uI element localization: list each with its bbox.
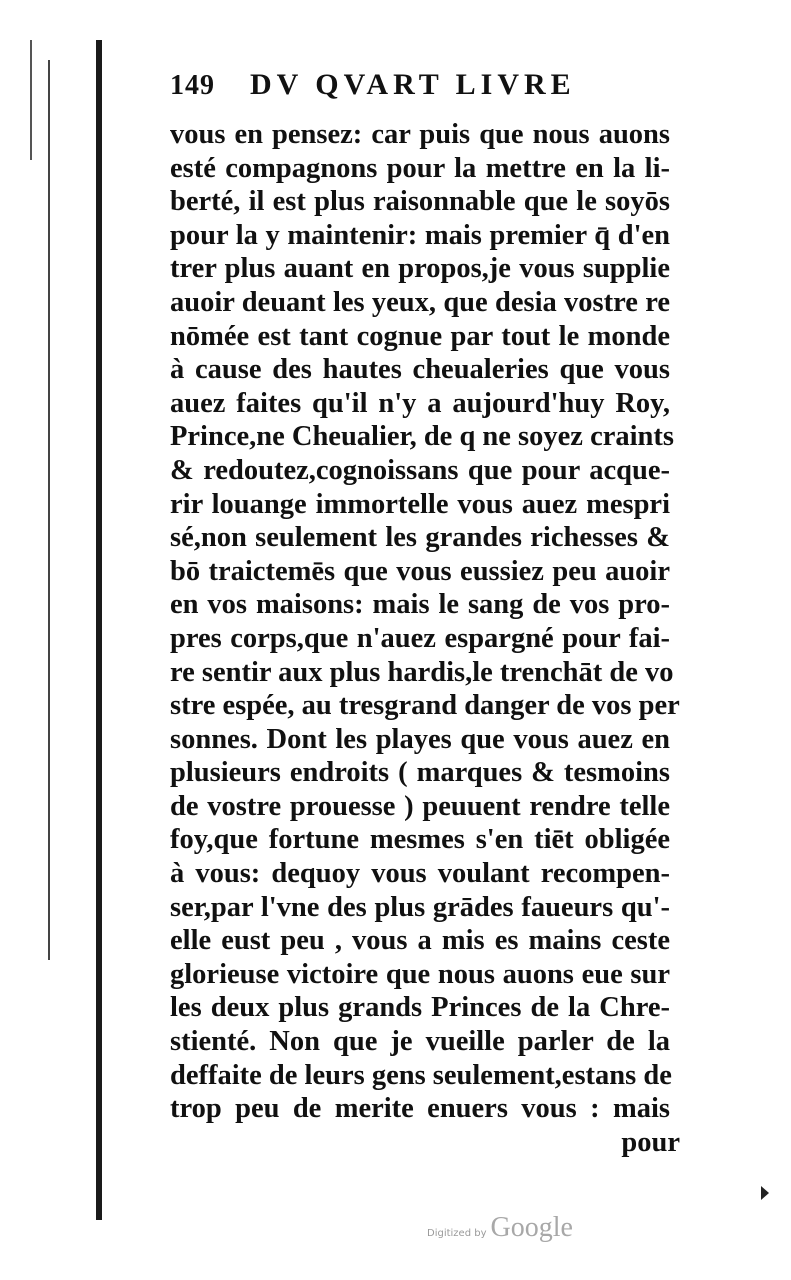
- text-line: de vostre prouesse ) peuuent rendre telle: [170, 790, 670, 822]
- text-line: sonnes. Dont les playes que vous auez en: [170, 723, 670, 755]
- gutter-rule: [30, 40, 32, 160]
- gutter-rule: [96, 40, 102, 1220]
- text-line: plusieurs endroits ( marques & tesmoins: [170, 757, 670, 789]
- text-line: foy,que fortune mesmes s'en tiēt obligée: [170, 824, 670, 856]
- text-line: stienté. Non que je vueille parler de la: [170, 1026, 670, 1058]
- text-line: à vous: dequoy vous voulant recompen-: [170, 858, 670, 890]
- watermark-logo: Google: [490, 1212, 573, 1243]
- catchword: pour: [621, 1126, 680, 1158]
- text-line: re sentir aux plus hardis,le trenchāt de vo: [170, 656, 674, 688]
- page-header: [170, 68, 690, 118]
- gutter-rule: [48, 60, 50, 960]
- text-line: nōmée est tant cognue par tout le monde: [170, 320, 670, 352]
- binding-gutter: [0, 0, 120, 1280]
- text-line: auoir deuant les yeux, que desia vostre re: [170, 286, 670, 318]
- text-line: berté, il est plus raisonnable que le soyōs: [170, 186, 670, 218]
- text-line: esté compagnons pour la mettre en la li-: [170, 152, 670, 184]
- digitized-watermark: [427, 1212, 573, 1244]
- text-line: glorieuse victoire que nous auons eue sur: [170, 958, 670, 990]
- page-edge-mark: [761, 1186, 769, 1200]
- text-line: pres corps,que n'auez espargné pour fai-: [170, 622, 670, 654]
- text-line: & redoutez,cognoissans que pour acque-: [170, 454, 670, 486]
- watermark-prefix: Digitized by: [427, 1228, 487, 1239]
- text-line: auez faites qu'il n'y a aujourd'huy Roy,: [170, 387, 670, 419]
- page-number: 149: [170, 70, 215, 101]
- text-line: elle eust peu , vous a mis es mains ceste: [170, 925, 670, 957]
- text-line: sé,non seulement les grandes richesses &: [170, 522, 670, 554]
- text-line: ser,par l'vne des plus grādes faueurs qu'-: [170, 891, 670, 923]
- text-line: les deux plus grands Princes de la Chre-: [170, 992, 670, 1024]
- text-line: en vos maisons: mais le sang de vos pro-: [170, 589, 670, 621]
- text-line: bō traictemēs que vous eussiez peu auoir: [170, 555, 670, 587]
- text-line: deffaite de leurs gens seulement,estans de: [170, 1059, 672, 1091]
- text-line: rir louange immortelle vous auez mespri: [170, 488, 670, 520]
- book-page: [170, 68, 690, 1159]
- running-head: DV QVART LIVRE: [250, 68, 576, 101]
- text-line: à cause des hautes cheualeries que vous: [170, 354, 670, 386]
- text-line: trer plus auant en propos,je vous supplie: [170, 253, 670, 285]
- text-line: trop peu de merite enuers vous : mais: [170, 1093, 670, 1125]
- text-line: pour la y maintenir: mais premier q̄ d'en: [170, 219, 670, 251]
- text-line: stre espée, au tresgrand danger de vos per: [170, 690, 680, 722]
- text-line: vous en pensez: car puis que nous auons: [170, 119, 670, 150]
- body-text: [170, 118, 690, 1159]
- text-line: Prince,ne Cheualier, de q ne soyez craints: [170, 421, 674, 453]
